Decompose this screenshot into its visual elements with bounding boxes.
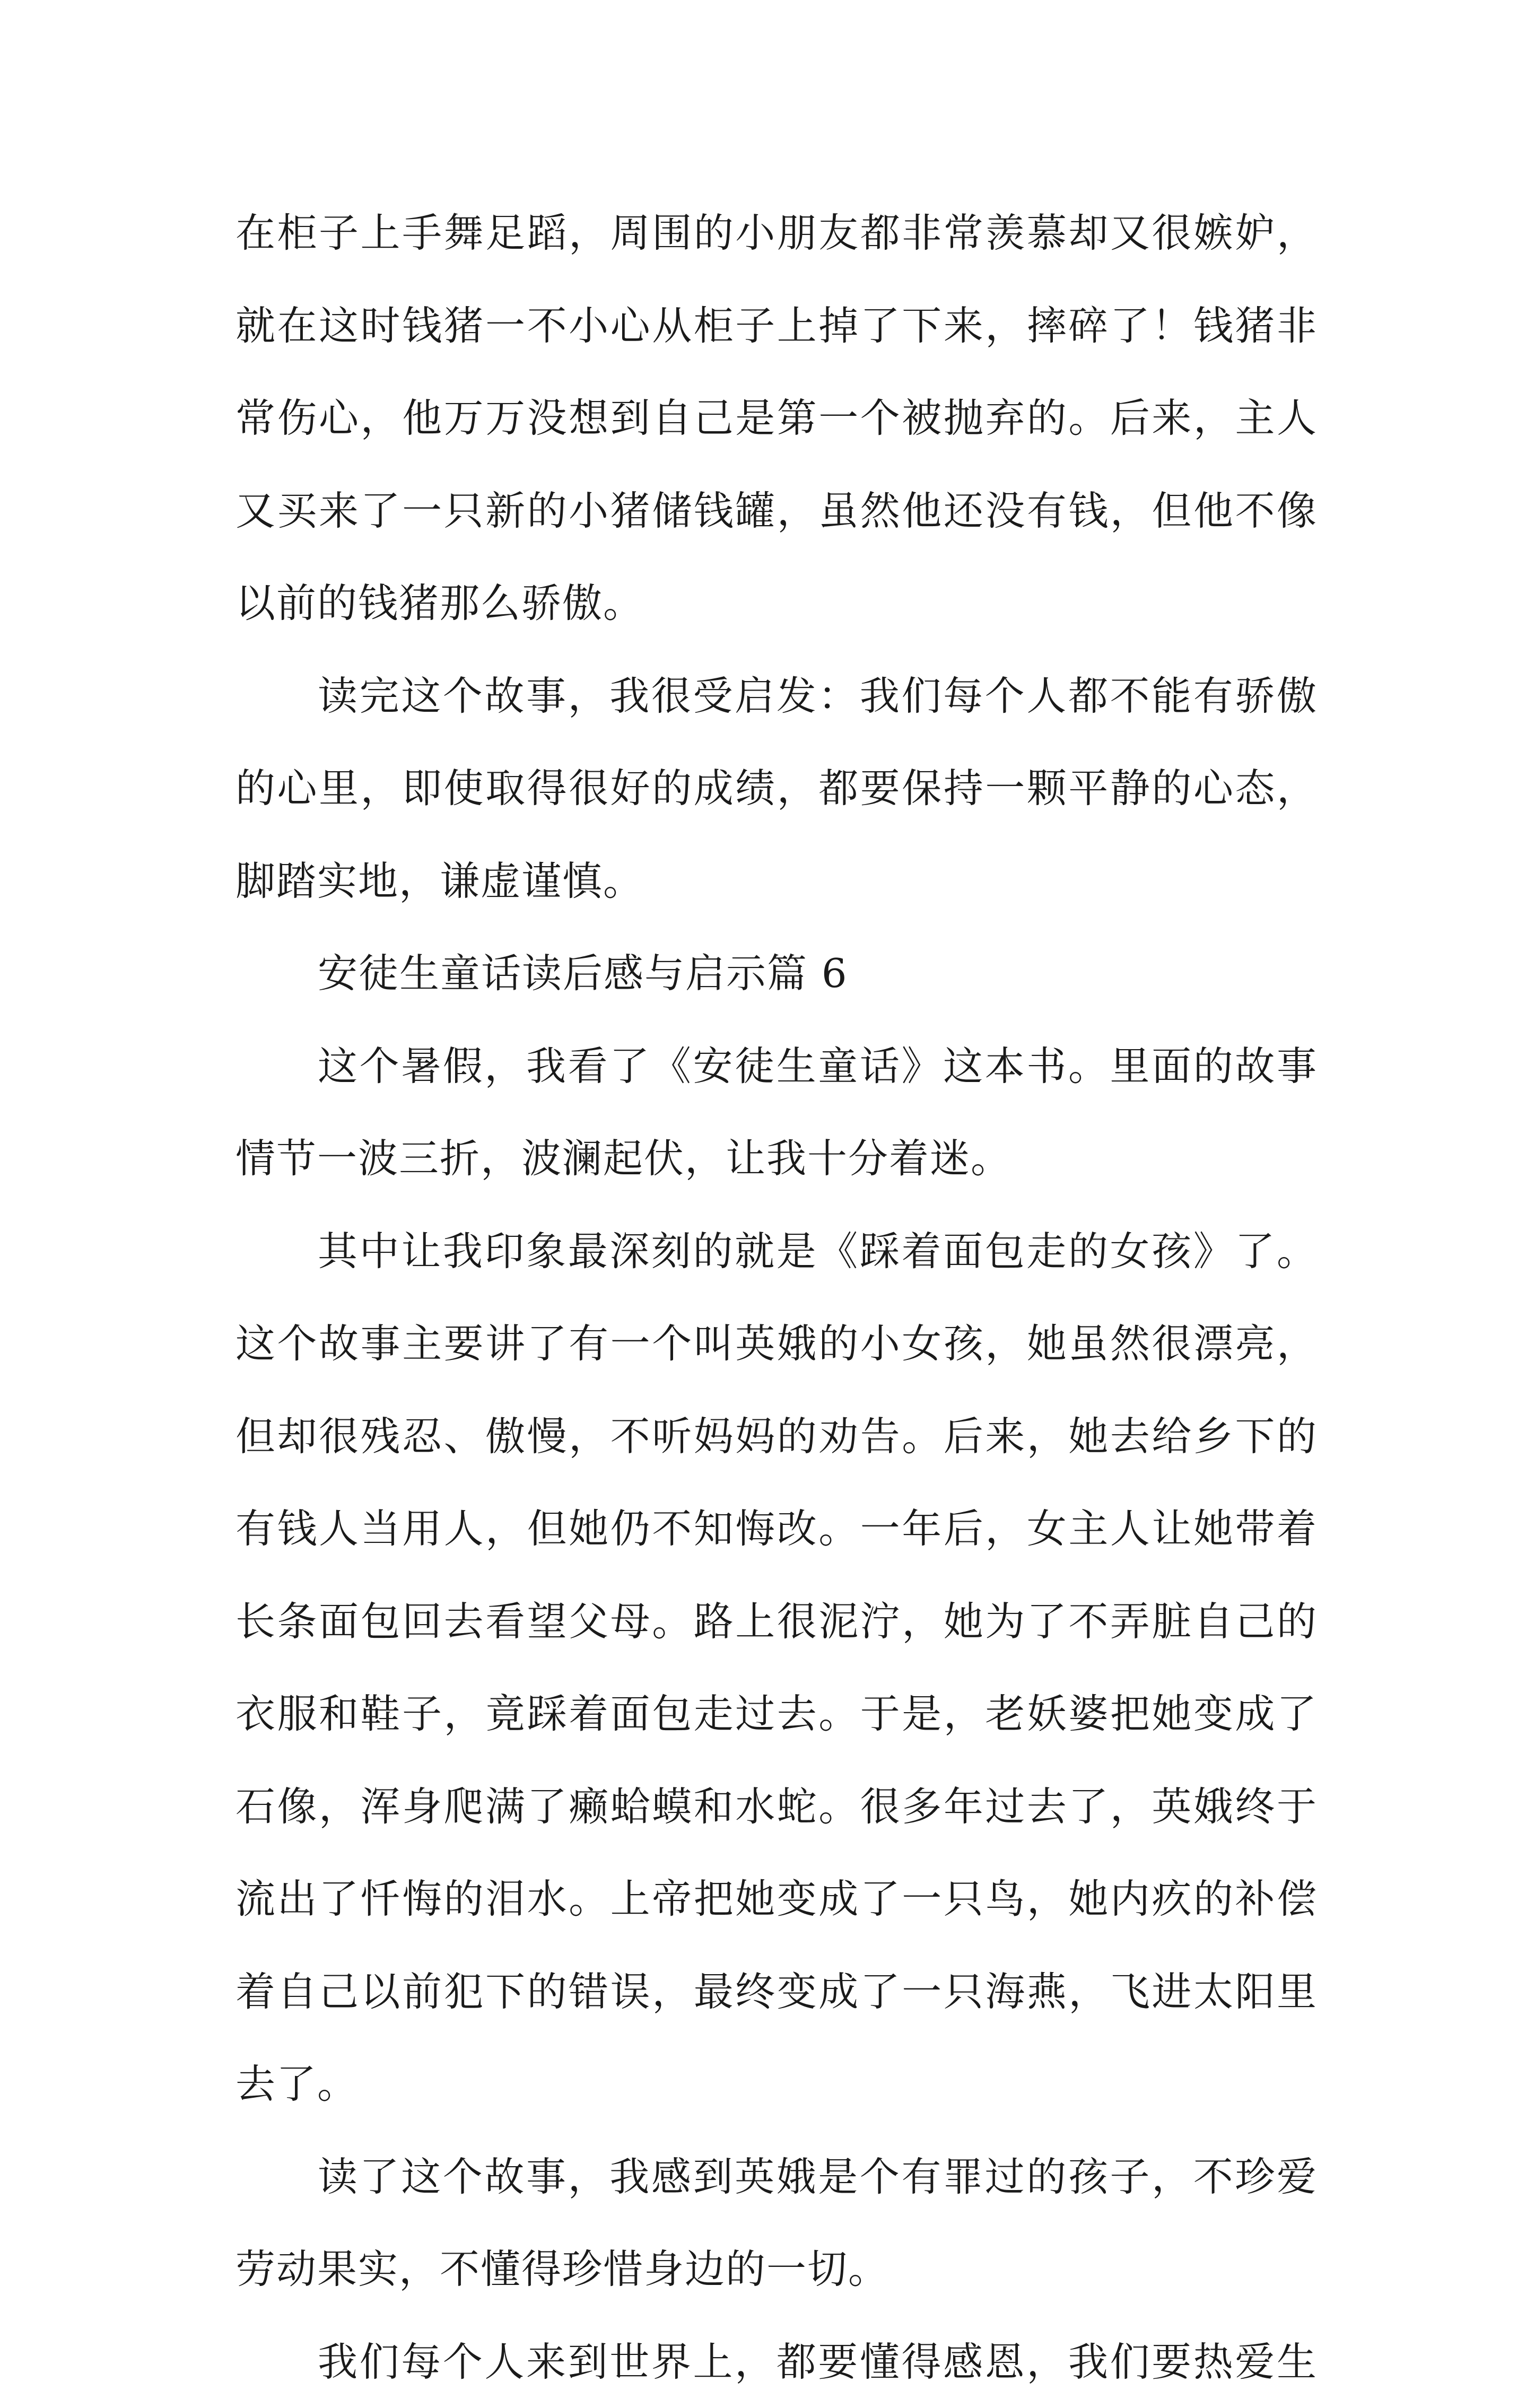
text-line: 脚踏实地，谦虚谨慎。 bbox=[236, 835, 1318, 928]
text-line: 在柜子上手舞足蹈，周围的小朋友都非常羡慕却又很嫉妒， bbox=[236, 187, 1318, 280]
text-line: 常伤心，他万万没想到自己是第一个被抛弃的。后来，主人 bbox=[236, 372, 1318, 465]
document-body bbox=[236, 187, 1318, 2408]
text-line: 的心里，即使取得很好的成绩，都要保持一颗平静的心态， bbox=[236, 742, 1318, 835]
text-line: 去了。 bbox=[236, 2038, 1318, 2131]
text-line: 以前的钱猪那么骄傲。 bbox=[236, 557, 1318, 650]
paragraph-first-line: 这个暑假，我看了《安徒生童话》这本书。里面的故事 bbox=[236, 1020, 1318, 1113]
text-line: 石像，浑身爬满了癞蛤蟆和水蛇。很多年过去了，英娥终于 bbox=[236, 1760, 1318, 1853]
text-line: 情节一波三折，波澜起伏，让我十分着迷。 bbox=[236, 1112, 1318, 1205]
text-line: 衣服和鞋子，竟踩着面包走过去。于是，老妖婆把她变成了 bbox=[236, 1668, 1318, 1760]
text-line: 又买来了一只新的小猪储钱罐，虽然他还没有钱，但他不像 bbox=[236, 465, 1318, 557]
text-line: 长条面包回去看望父母。路上很泥泞，她为了不弄脏自己的 bbox=[236, 1575, 1318, 1668]
paragraph-first-line: 读了这个故事，我感到英娥是个有罪过的孩子，不珍爱 bbox=[236, 2131, 1318, 2223]
text-line: 流出了忏悔的泪水。上帝把她变成了一只鸟，她内疚的补偿 bbox=[236, 1853, 1318, 1945]
paragraph-first-line: 我们每个人来到世界上，都要懂得感恩，我们要热爱生 bbox=[236, 2316, 1318, 2408]
text-line: 有钱人当用人，但她仍不知悔改。一年后，女主人让她带着 bbox=[236, 1482, 1318, 1575]
paragraph-first-line: 读完这个故事，我很受启发：我们每个人都不能有骄傲 bbox=[236, 650, 1318, 743]
text-line: 劳动果实，不懂得珍惜身边的一切。 bbox=[236, 2223, 1318, 2316]
text-line: 就在这时钱猪一不小心从柜子上掉了下来，摔碎了！钱猪非 bbox=[236, 280, 1318, 372]
text-line: 着自己以前犯下的错误，最终变成了一只海燕，飞进太阳里 bbox=[236, 1945, 1318, 2038]
section-heading: 安徒生童话读后感与启示篇 6 bbox=[236, 927, 1318, 1020]
text-line: 但却很残忍、傲慢，不听妈妈的劝告。后来，她去给乡下的 bbox=[236, 1390, 1318, 1483]
text-line: 这个故事主要讲了有一个叫英娥的小女孩，她虽然很漂亮， bbox=[236, 1297, 1318, 1390]
paragraph-first-line: 其中让我印象最深刻的就是《踩着面包走的女孩》了。 bbox=[236, 1205, 1318, 1298]
